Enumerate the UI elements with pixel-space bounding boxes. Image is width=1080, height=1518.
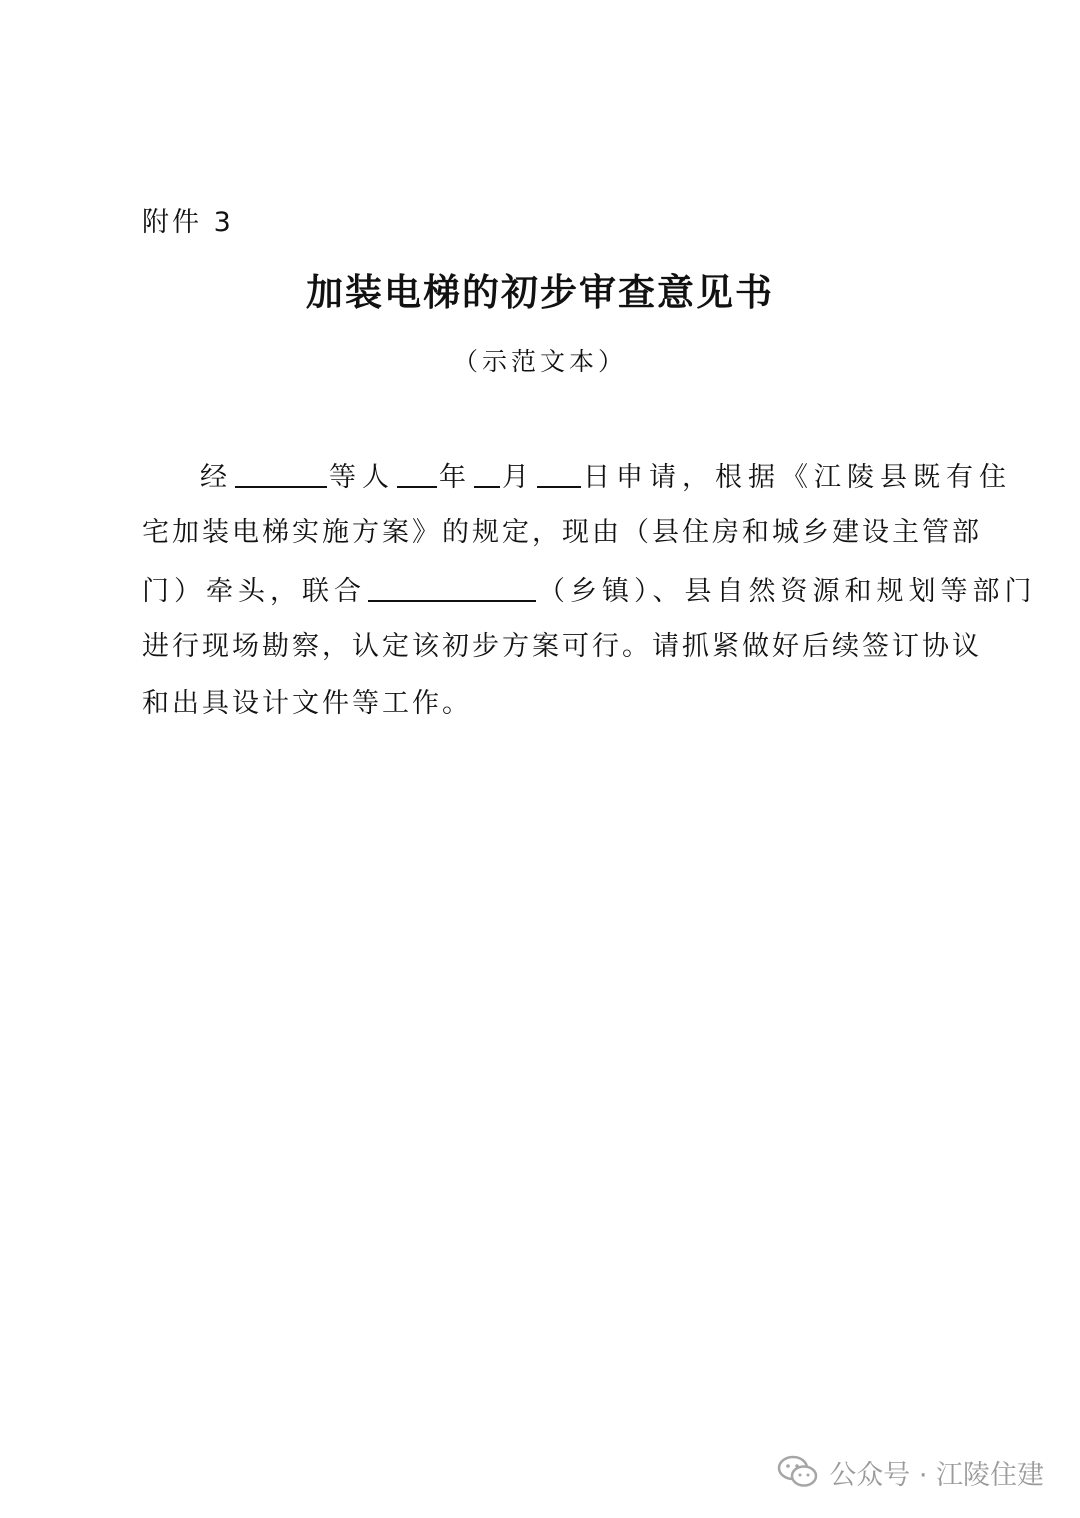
month-blank[interactable] <box>474 456 500 488</box>
attachment-label: 附件 3 <box>142 207 234 238</box>
day-blank[interactable] <box>537 456 581 488</box>
body-line-2: 宅加装电梯实施方案》的规定，现由（县住房和城乡建设主管部 <box>142 517 982 548</box>
township-blank[interactable] <box>368 570 536 602</box>
line-1-text-d: 月 <box>502 462 535 493</box>
body-line-3 <box>142 570 1037 610</box>
body-line-4: 进行现场勘察，认定该初步方案可行。请抓紧做好后续签订协议 <box>142 631 982 662</box>
line-3-text-b: （乡镇）、县自然资源和规划等部门 <box>538 576 1037 607</box>
year-blank[interactable] <box>397 456 437 488</box>
line-1-text-e: 日申请，根据《江陵县既有住 <box>583 462 1012 493</box>
line-3-text-a: 门）牵头，联合 <box>142 576 366 607</box>
line-1-text-b: 等人 <box>329 462 395 493</box>
body-line-5: 和出具设计文件等工作。 <box>142 688 472 719</box>
line-1-text-c: 年 <box>439 462 472 493</box>
watermark-text: 公众号 · 江陵住建 <box>829 1459 1044 1491</box>
document-subtitle: （示范文本） <box>452 347 627 376</box>
wechat-watermark <box>777 1452 1044 1492</box>
wechat-icon <box>777 1454 819 1490</box>
document-title: 加装电梯的初步审查意见书 <box>306 270 774 314</box>
applicant-name-blank[interactable] <box>235 456 327 488</box>
body-line-1 <box>200 456 1012 496</box>
line-1-text-a: 经 <box>200 462 233 493</box>
